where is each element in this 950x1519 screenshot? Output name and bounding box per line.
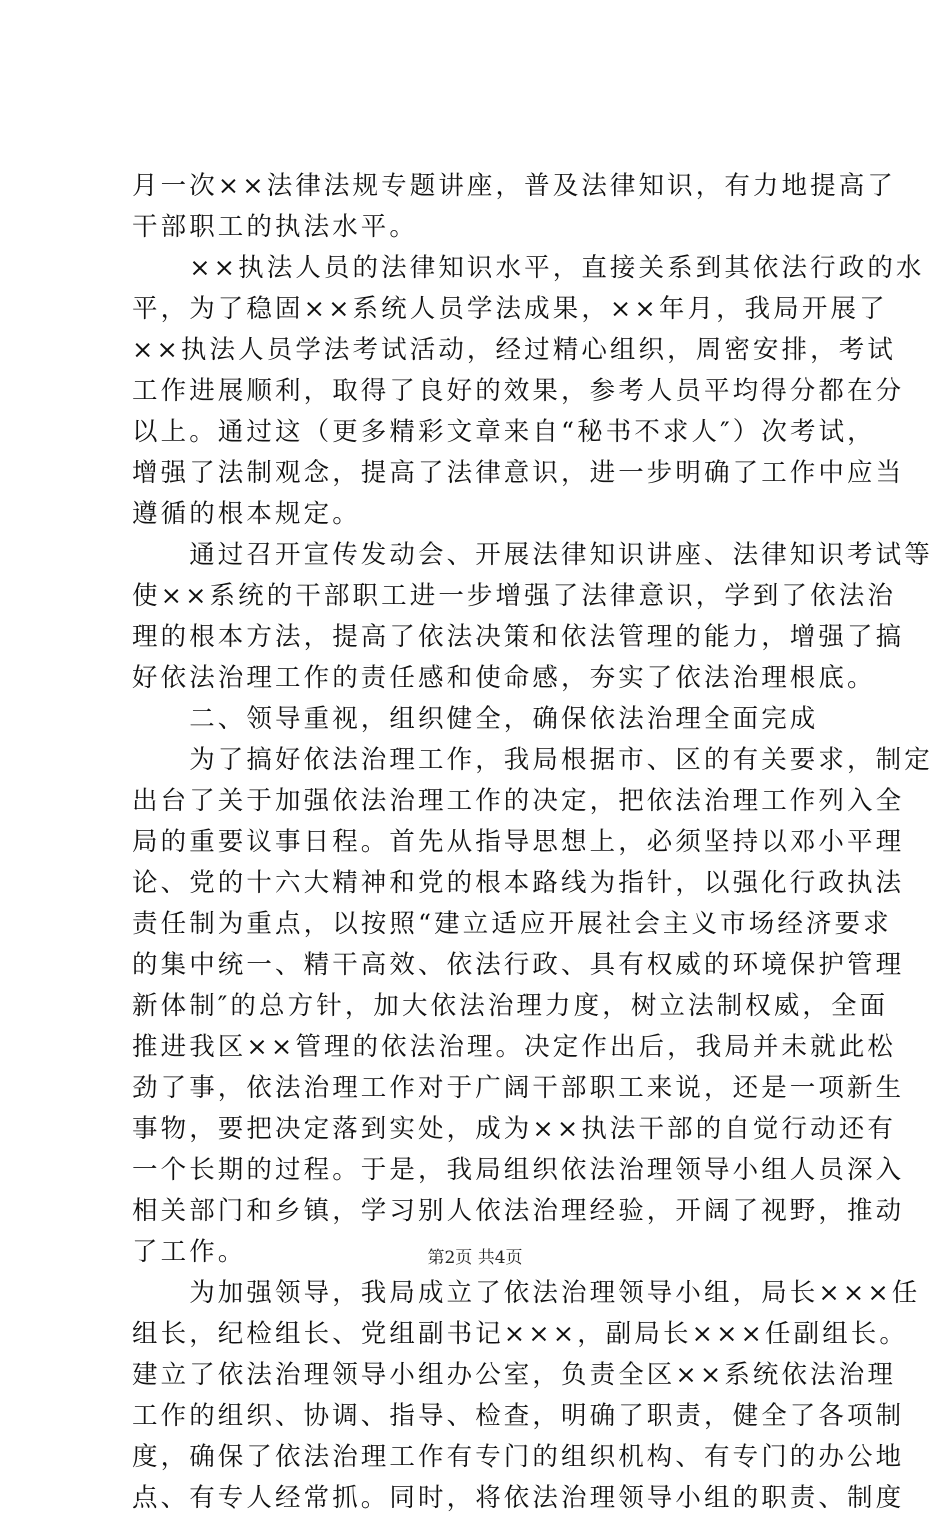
text-line: 了工作。	[132, 1237, 247, 1267]
text-line: 干部职工的执法水平。	[132, 212, 419, 242]
text-line: 局的重要议事日程。首先从指导思想上，必须坚持以邓小平理	[132, 827, 905, 857]
text-line: 理的根本方法，提高了依法决策和依法管理的能力，增强了搞	[132, 622, 905, 652]
text-line: 为加强领导，我局成立了依法治理领导小组，局长×××任	[132, 1278, 921, 1308]
text-line: 的集中统一、精干高效、依法行政、具有权威的环境保护管理	[132, 950, 905, 980]
text-line: 好依法治理工作的责任感和使命感，夯实了依法治理根底。	[132, 663, 876, 693]
text-line: 责任制为重点，以按照“建立适应开展社会主义市场经济要求	[132, 909, 892, 939]
body-text	[132, 166, 933, 1519]
text-line: 使××系统的干部职工进一步增强了法律意识，学到了依法治	[132, 581, 896, 611]
page-number: 第2页 共4页	[427, 1248, 523, 1268]
text-line: 一个长期的过程。于是，我局组织依法治理领导小组人员深入	[132, 1155, 905, 1185]
text-line: 论、党的十六大精神和党的根本路线为指针，以强化行政执法	[132, 868, 905, 898]
section-heading: 二、领导重视，组织健全，确保依法治理全面完成	[132, 704, 819, 734]
text-line: 工作的组织、协调、指导、检查，明确了职责，健全了各项制	[132, 1401, 905, 1431]
text-line: 增强了法制观念，提高了法律意识，进一步明确了工作中应当	[132, 458, 905, 488]
text-line: 月一次××法律法规专题讲座，普及法律知识，有力地提高了	[132, 171, 896, 201]
text-line: 遵循的根本规定。	[132, 499, 361, 529]
page-footer	[0, 1243, 950, 1268]
text-line: 以上。通过这（更多精彩文章来自“秘书不求人″）次考试，	[132, 417, 876, 447]
text-line: 通过召开宣传发动会、开展法律知识讲座、法律知识考试等	[132, 540, 933, 570]
text-line: 平，为了稳固××系统人员学法成果，××年月，我局开展了	[132, 294, 888, 324]
text-line: ××执法人员学法考试活动，经过精心组织，周密安排，考试	[132, 335, 896, 365]
text-line: 度，确保了依法治理工作有专门的组织机构、有专门的办公地	[132, 1442, 905, 1472]
text-line: 建立了依法治理领导小组办公室，负责全区××系统依法治理	[132, 1360, 896, 1390]
text-line: 劲了事，依法治理工作对于广阔干部职工来说，还是一项新生	[132, 1073, 905, 1103]
text-line: 相关部门和乡镇，学习别人依法治理经验，开阔了视野，推动	[132, 1196, 905, 1226]
text-line: 点、有专人经常抓。同时，将依法治理领导小组的职责、制度	[132, 1483, 905, 1513]
text-line: 组长，纪检组长、党组副书记×××，副局长×××任副组长。	[132, 1319, 908, 1349]
text-line: 为了搞好依法治理工作，我局根据市、区的有关要求，制定	[132, 745, 933, 775]
text-line: 工作进展顺利，取得了良好的效果，参考人员平均得分都在分	[132, 376, 905, 406]
text-line: ××执法人员的法律知识水平，直接关系到其依法行政的水	[132, 253, 925, 283]
text-line: 推进我区××管理的依法治理。决定作出后，我局并未就此松	[132, 1032, 896, 1062]
text-line: 出台了关于加强依法治理工作的决定，把依法治理工作列入全	[132, 786, 905, 816]
text-line: 新体制″的总方针，加大依法治理力度，树立法制权威，全面	[132, 991, 889, 1021]
text-line: 事物，要把决定落到实处，成为××执法干部的自觉行动还有	[132, 1114, 896, 1144]
